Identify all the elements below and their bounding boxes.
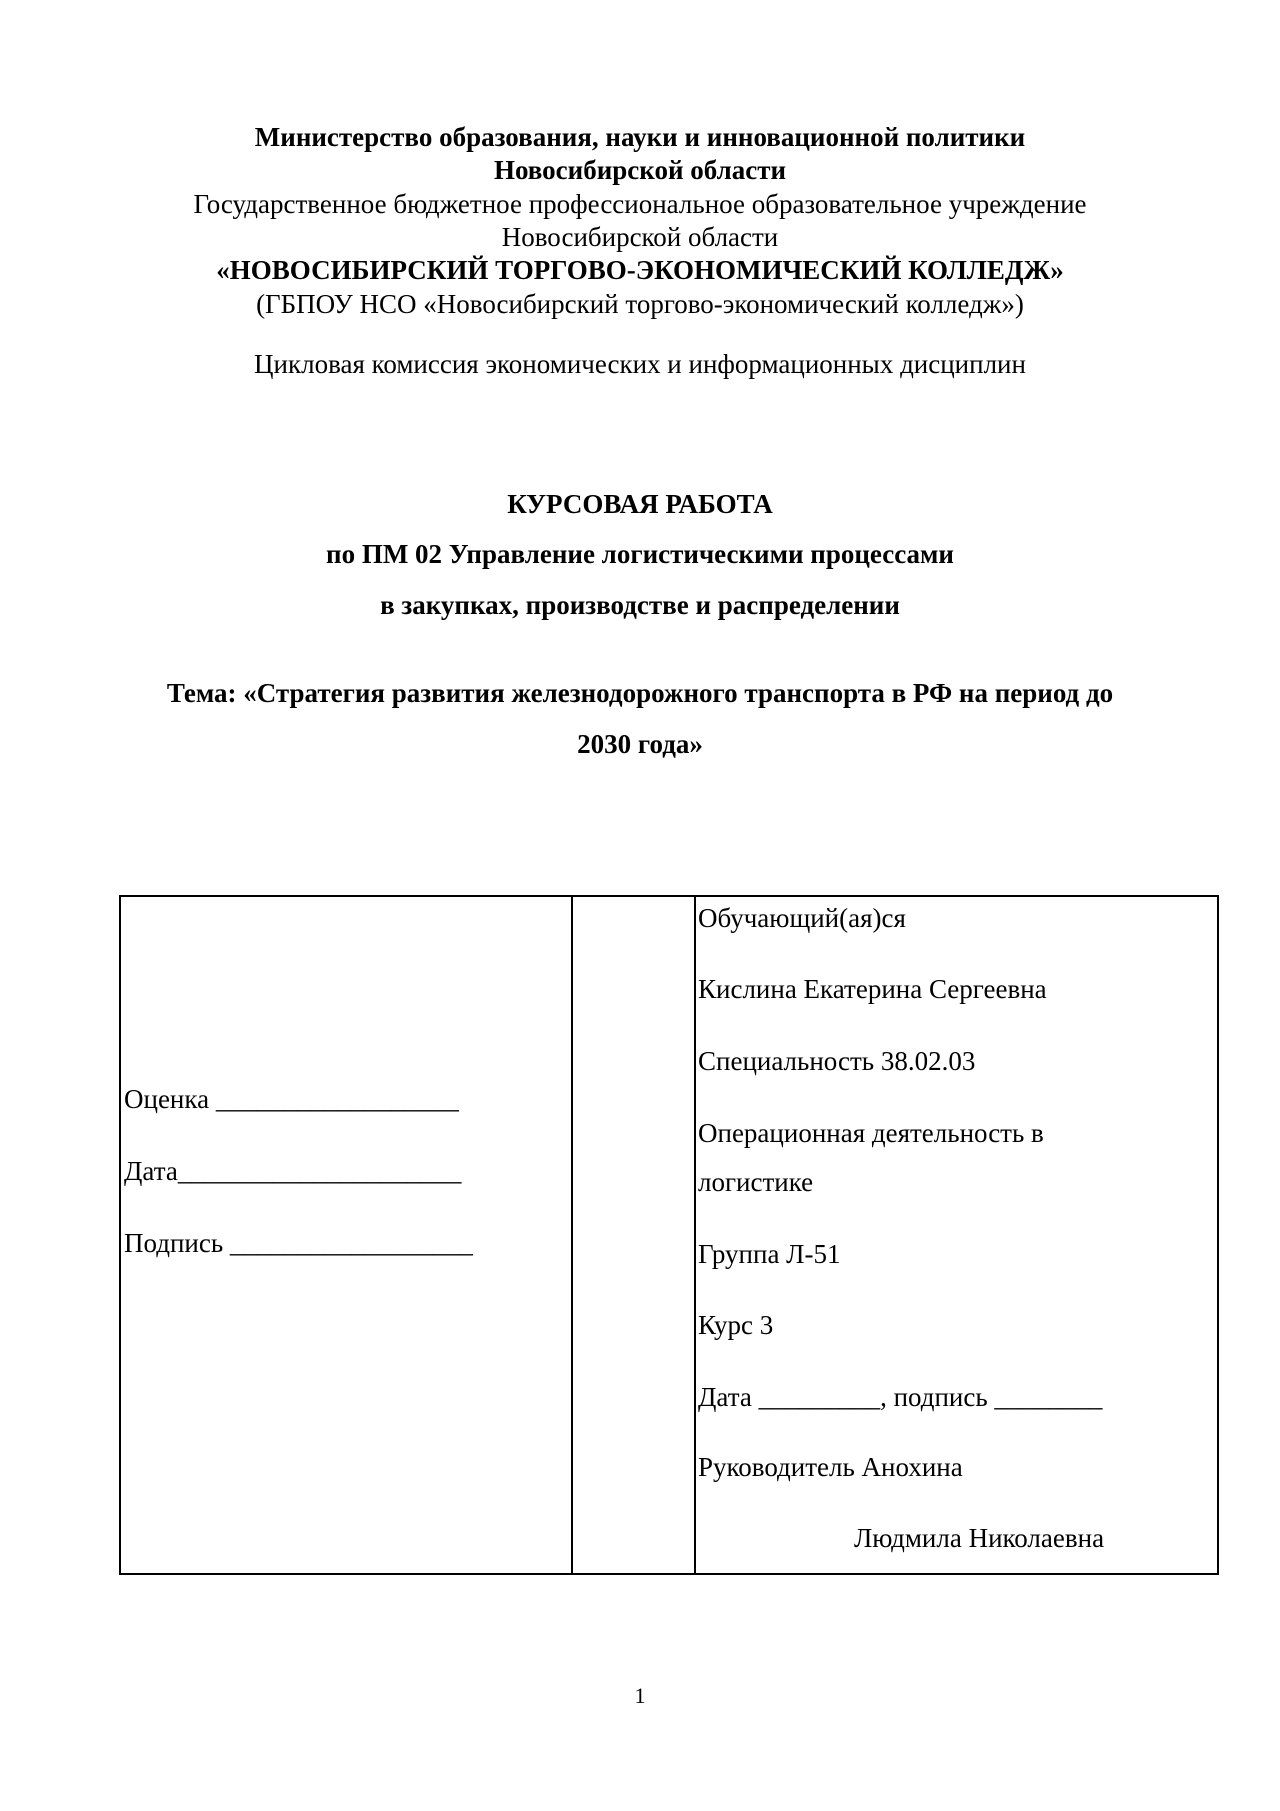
student-course: Курс 3 [698, 1310, 774, 1340]
grade-date-field: Дата_____________________ [124, 1156, 462, 1186]
student-specialty: Специальность 38.02.03 [698, 1046, 976, 1076]
ministry-line-2: Новосибирской области [493, 155, 787, 185]
table-divider [694, 897, 696, 1573]
ministry-line-1: Министерство образования, науки и инновационной политики [254, 122, 1026, 152]
student-label: Обучающий(ая)ся [698, 903, 906, 933]
supervisor-line-1: Руководитель Анохина [698, 1452, 963, 1482]
supervisor-line-2: Людмила Николаевна [854, 1523, 1105, 1553]
college-short-name: (ГБПОУ НСО «Новосибирский торгово-экономический колледж») [256, 289, 1024, 319]
signature-table [119, 895, 1219, 1575]
student-group: Группа Л-51 [698, 1239, 841, 1269]
document-type: КУРСОВАЯ РАБОТА [507, 489, 773, 519]
institution-line-1: Государственное бюджетное профессиональное образовательное учреждение [193, 189, 1087, 219]
institution-line-2: Новосибирской области [501, 222, 779, 252]
student-name: Кислина Екатерина Сергеевна [698, 974, 1047, 1004]
commission-name: Цикловая комиссия экономических и информационных дисциплин [254, 349, 1026, 379]
topic-line-1: Тема: «Стратегия развития железнодорожного транспорта в РФ на период до [166, 678, 1114, 708]
module-line-1: по ПМ 02 Управление логистическими процессами [326, 539, 954, 569]
specialty-name-line-2: логистике [698, 1167, 814, 1197]
specialty-name-line-1: Операционная деятельность в [698, 1118, 1044, 1148]
student-date-signature: Дата _________, подпись ________ [698, 1382, 1103, 1412]
grade-field: Оценка __________________ [124, 1084, 459, 1114]
topic-line-2: 2030 года» [577, 729, 703, 759]
page-number: 1 [634, 1683, 646, 1708]
module-line-2: в закупках, производстве и распределении [380, 590, 900, 620]
table-divider [571, 897, 573, 1573]
college-name: «НОВОСИБИРСКИЙ ТОРГОВО-ЭКОНОМИЧЕСКИЙ КОЛЛЕДЖ» [216, 255, 1064, 285]
grade-signature-field: Подпись __________________ [124, 1228, 473, 1258]
